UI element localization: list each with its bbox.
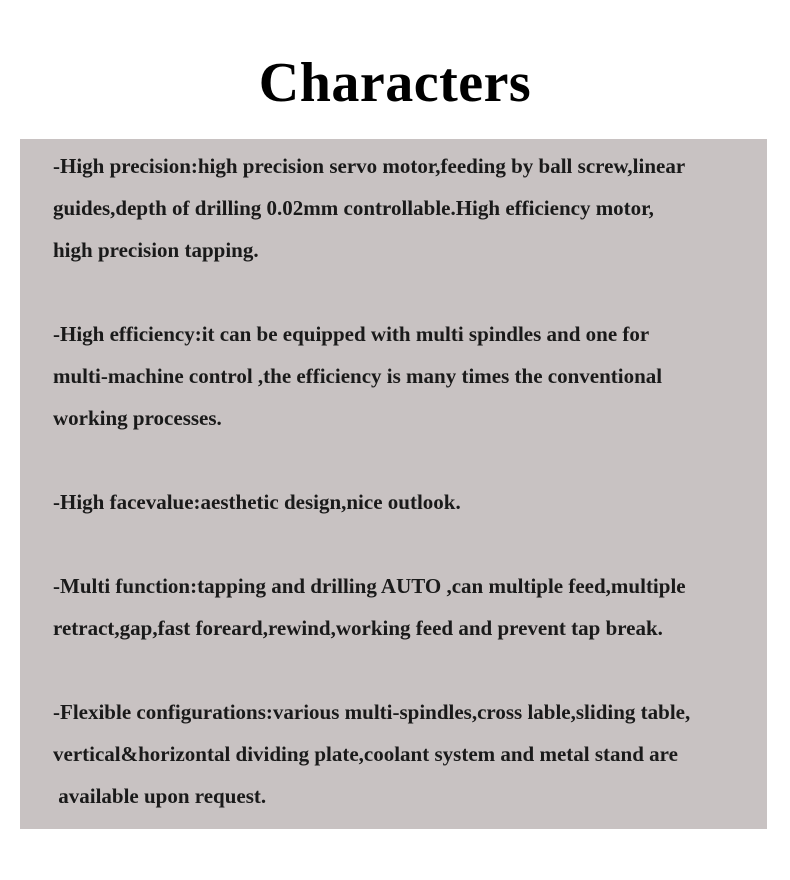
feature-high-facevalue — [53, 481, 753, 523]
feature-line: available upon request. — [53, 784, 267, 808]
feature-multi-function — [53, 565, 753, 649]
feature-line: -High facevalue:aesthetic design,nice outlook. — [53, 490, 461, 514]
feature-line: guides,depth of drilling 0.02mm controllable.High efficiency motor, — [53, 196, 654, 220]
page-title: Characters — [258, 52, 532, 114]
feature-high-precision — [53, 145, 753, 271]
feature-line: vertical&horizontal dividing plate,coolant system and metal stand are — [53, 742, 678, 766]
feature-line: -High precision:high precision servo motor,feeding by ball screw,linear — [53, 154, 686, 178]
feature-line: high precision tapping. — [53, 238, 259, 262]
characters-panel — [20, 139, 767, 829]
feature-line: working processes. — [53, 406, 222, 430]
feature-line: -Flexible configurations:various multi-spindles,cross lable,sliding table, — [53, 700, 691, 724]
feature-line: multi-machine control ,the efficiency is many times the conventional — [53, 364, 663, 388]
feature-line: -Multi function:tapping and drilling AUTO ,can multiple feed,multiple — [53, 574, 686, 598]
feature-flexible-configurations — [53, 691, 753, 817]
feature-line: -High efficiency:it can be equipped with multi spindles and one for — [53, 322, 650, 346]
feature-line: retract,gap,fast foreard,rewind,working feed and prevent tap break. — [53, 616, 663, 640]
feature-high-efficiency — [53, 313, 753, 439]
